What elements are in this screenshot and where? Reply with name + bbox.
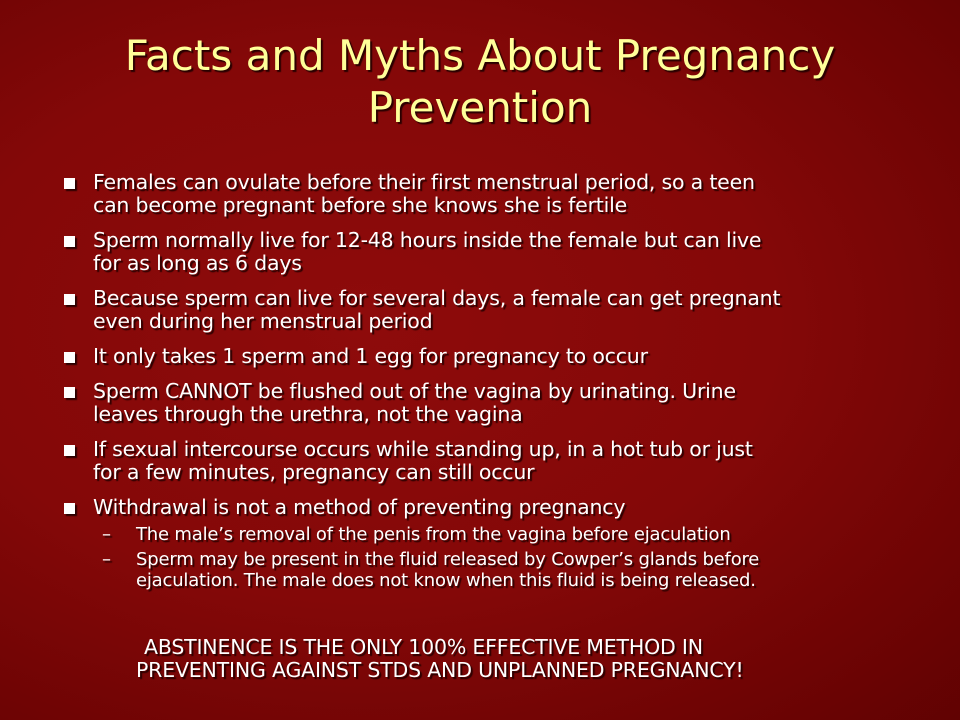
bullet-item [64,287,924,333]
bullet-item [64,229,924,275]
title-line: Prevention [367,83,593,132]
bullet-text: for a few minutes, pregnancy can still occur [93,460,535,484]
bullet-text: can become pregnant before she knows she is fertile [93,193,628,217]
closing-statement [136,636,916,682]
bullet-item [64,171,924,217]
sub-bullet-item [64,549,924,591]
bullet-text: even during her menstrual period [93,309,433,333]
sub-bullet-item [64,524,924,545]
bullet-text: Sperm normally live for 12-48 hours inside the female but can live [93,228,762,252]
bullet-text: for as long as 6 days [93,251,302,275]
square-bullet-icon [64,387,75,398]
bullet-item [64,496,924,519]
sub-bullet-text: Sperm may be present in the fluid released by Cowper’s glands before [136,549,760,570]
closing-line: PREVENTING AGAINST STDS AND UNPLANNED PREGNANCY! [136,658,744,682]
bullet-text: It only takes 1 sperm and 1 egg for pregnancy to occur [93,344,648,368]
slide-title [40,30,920,134]
dash-bullet-icon: – [102,524,111,545]
square-bullet-icon [64,503,75,514]
square-bullet-icon [64,352,75,363]
title-line: Facts and Myths About Pregnancy [124,31,836,80]
square-bullet-icon [64,178,75,189]
bullet-text: If sexual intercourse occurs while standing up, in a hot tub or just [93,437,753,461]
bullet-item [64,438,924,484]
bullet-text: leaves through the urethra, not the vagina [93,402,523,426]
square-bullet-icon [64,294,75,305]
bullet-text: Females can ovulate before their first menstrual period, so a teen [93,170,755,194]
sub-bullet-text: The male’s removal of the penis from the vagina before ejaculation [136,524,731,545]
square-bullet-icon [64,236,75,247]
closing-line: ABSTINENCE IS THE ONLY 100% EFFECTIVE METHOD IN [144,635,703,659]
bullet-text: Withdrawal is not a method of preventing pregnancy [93,495,626,519]
bullet-text: Because sperm can live for several days, a female can get pregnant [93,286,781,310]
dash-bullet-icon: – [102,549,111,570]
sub-bullet-text: ejaculation. The male does not know when this fluid is being released. [136,570,756,591]
square-bullet-icon [64,445,75,456]
bullet-item [64,380,924,426]
bullet-item [64,345,924,368]
bullet-text: Sperm CANNOT be flushed out of the vagina by urinating. Urine [93,379,736,403]
bullet-list [64,171,924,595]
